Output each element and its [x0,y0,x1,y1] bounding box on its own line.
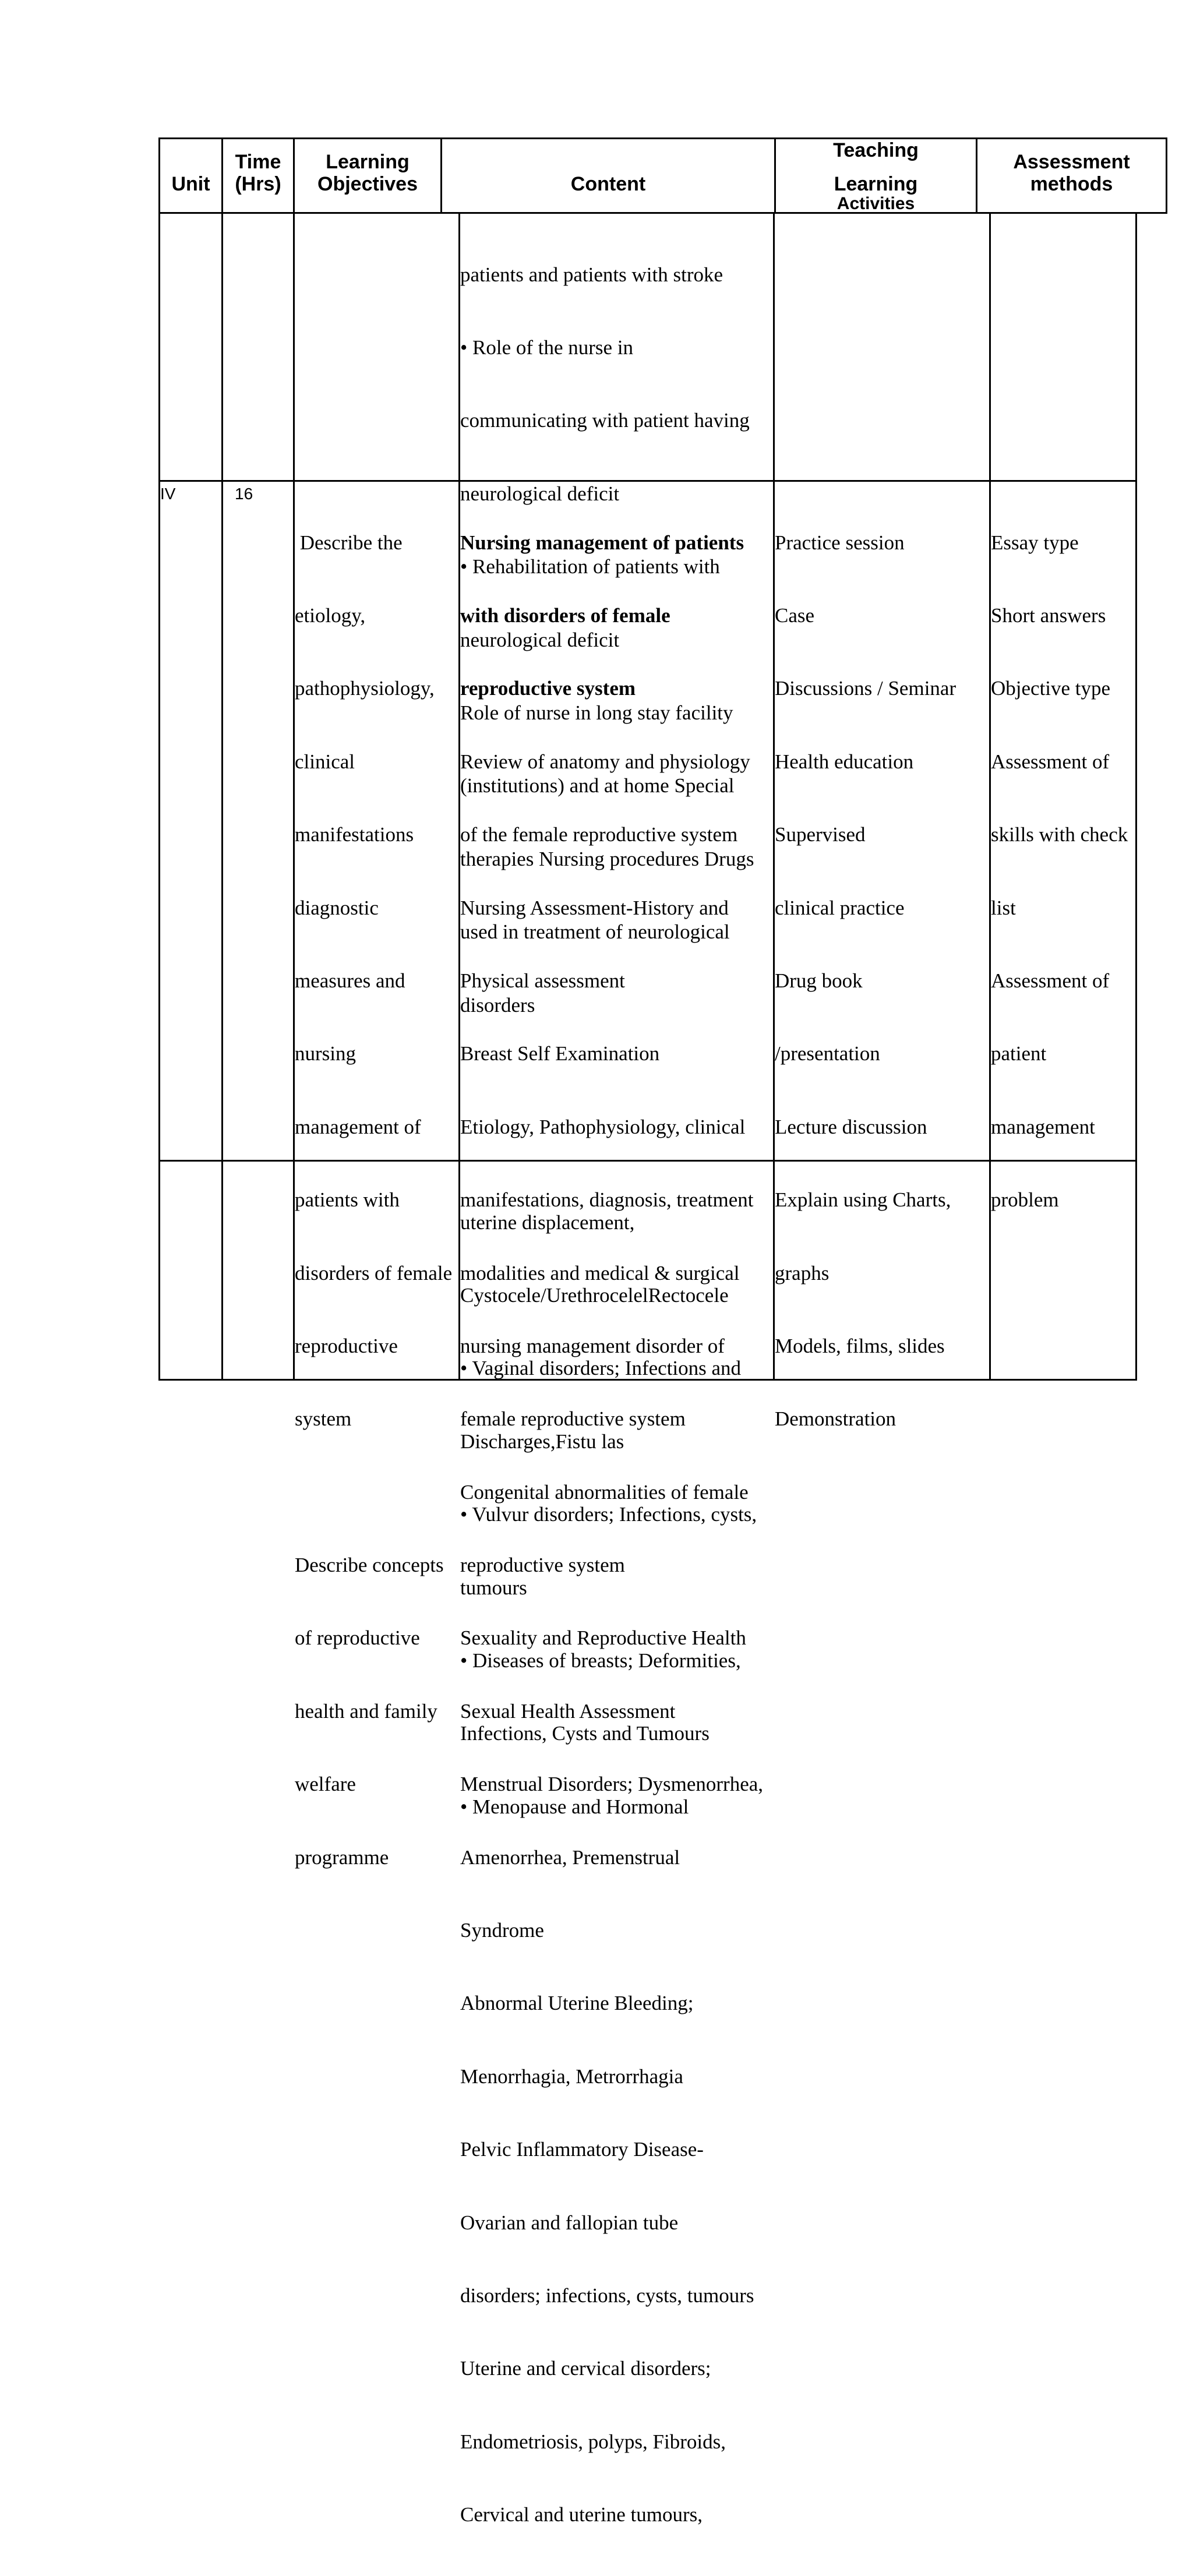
content-line: • Rehabilitation of patients with [460,555,720,578]
cell-unit [160,482,223,1160]
teaching-line: Supervised [775,823,866,846]
content-line: Abnormal Uterine Bleeding; [460,1992,694,2015]
content-line: Congenital abnormalities of female [460,1480,749,1504]
assessment-line: Short answers [991,604,1106,627]
content-line: • Vaginal disorders; Infections and [460,1357,742,1380]
cell-teaching [775,482,991,1431]
cell-unit [160,1162,223,1379]
teaching-line: Explain using Charts, [775,1188,951,1212]
header-teaching [776,139,977,212]
header-time [223,139,295,212]
objective-line: measures and [295,969,405,992]
content-text [460,1162,757,1868]
content-line: patients and patients with stroke [460,263,723,286]
teaching-line: Health education [775,750,914,773]
objective-line: diagnostic [295,896,379,919]
cell-time [223,482,295,1160]
objective-line: Describe concepts [295,1554,444,1577]
content-line: reproductive system [460,1554,625,1577]
content-heading-line: with disorders of female [460,604,670,627]
content-line: Menorrhagia, Metrorrhagia [460,2065,683,2088]
header-unit [160,139,223,212]
content-line: • Role of the nurse in [460,336,634,359]
header-teaching-line3: Activities [836,194,915,213]
content-line: • Vulvur disorders; Infections, cysts, [460,1503,757,1526]
cell-unit [160,214,223,480]
objective-line: patients with [295,1188,400,1212]
teaching-line: Drug book [775,969,863,992]
time-value: 16 [235,485,253,503]
content-line: Breast Self Examination [460,1042,660,1065]
teaching-line: /presentation [775,1042,880,1065]
content-line: Review of anatomy and physiology [460,750,750,773]
content-line: female reproductive system [460,1407,686,1431]
objective-line: system [295,1407,352,1431]
content-line: uterine displacement, [460,1211,635,1234]
header-objectives [295,139,442,212]
assessment-line: Assessment of [991,969,1110,992]
content-line: neurological deficit [460,482,620,505]
content-line: disorders; infections, cysts, tumours [460,2284,754,2307]
cell-time [223,214,295,480]
cell-time [223,1162,295,1379]
objective-line: welfare [295,1773,356,1796]
cell-assessment [991,214,1135,480]
content-heading-line: reproductive system [460,677,636,700]
content-line: Endometriosis, polyps, Fibroids, [460,2430,726,2453]
assessment-line: management [991,1115,1095,1138]
assessment-line: skills with check [991,823,1128,846]
objective-line: programme [295,1845,389,1869]
teaching-line: graphs [775,1261,830,1285]
cell-teaching [775,1162,991,1379]
content-line: Syndrome [460,1919,544,1942]
content-line: neurological deficit [460,628,620,651]
content-line: Menstrual Disorders; Dysmenorrhea, [460,1773,764,1796]
content-line: Uterine and cervical disorders; [460,2357,711,2380]
objective-line: nursing [295,1042,356,1065]
unit-value: IV [160,485,176,503]
content-line: Infections, Cysts and Tumours [460,1722,710,1745]
header-time-line2: (Hrs) [235,173,281,195]
content-line: Discharges,Fistu las [460,1430,624,1453]
content-line: disorders [460,993,535,1017]
cell-objectives [295,482,460,1869]
objective-line: Describe the [295,531,403,554]
cell-assessment [991,482,1135,1212]
table-header [158,137,1167,214]
content-line: Sexual Health Assessment [460,1699,676,1723]
header-objectives-line1: Learning [326,151,410,173]
content-line: Role of nurse in long stay facility [460,701,733,724]
content-line: Ovarian and fallopian tube [460,2211,679,2234]
objective-line: reproductive [295,1334,398,1357]
teaching-line: Case [775,604,815,627]
teaching-line: Practice session [775,531,905,554]
content-line: used in treatment of neurological [460,920,730,944]
content-line: communicating with patient having [460,409,750,432]
header-time-line1: Time [235,151,281,173]
teaching-line: Lecture discussion [775,1115,927,1138]
content-line: Pelvic Inflammatory Disease- [460,2138,704,2161]
content-line: • Diseases of breasts; Deformities, [460,1649,741,1672]
objective-line: pathophysiology, [295,677,435,700]
assessment-line: list [991,896,1016,919]
objective-line: management of [295,1115,421,1138]
content-line: modalities and medical & surgical [460,1261,740,1285]
objective-line-blank [295,1480,452,1505]
assessment-line: problem [991,1188,1059,1212]
header-teaching-line1: Teaching [833,139,919,161]
content-line: nursing management disorder of [460,1334,725,1357]
header-assessment-line2: methods [1030,173,1113,195]
objective-line: health and family [295,1699,437,1723]
content-line: Etiology, Pathophysiology, clinical [460,1115,746,1138]
content-line: therapies Nursing procedures Drugs [460,847,754,870]
objective-line: clinical [295,750,355,773]
assessment-line: Assessment of [991,750,1110,773]
content-line: Nursing Assessment-History and [460,896,729,919]
cell-teaching [775,214,991,480]
content-line: Cervical and uterine tumours, [460,2503,703,2526]
cell-objectives [295,1162,460,1379]
header-content-label: Content [570,173,646,195]
content-line: Physical assessment [460,969,625,992]
objective-line: disorders of female [295,1261,453,1285]
teaching-line: Demonstration [775,1407,896,1431]
header-objectives-line2: Objectives [317,173,418,195]
assessment-text [991,482,1128,1261]
cell-objectives [295,214,460,480]
header-teaching-line2: Learning [834,173,918,195]
objective-line: etiology, [295,604,366,627]
content-line: tumours [460,1576,527,1599]
content-line: • Menopause and Hormonal [460,1795,689,1818]
assessment-line: Objective type [991,677,1111,700]
content-line: (institutions) and at home Special [460,774,735,797]
teaching-line: Discussions / Seminar [775,677,956,700]
assessment-line: Essay type [991,531,1079,554]
objective-line: of reproductive [295,1626,420,1650]
content-line: manifestations, diagnosis, treatment [460,1188,754,1212]
teaching-line: Models, films, slides [775,1334,945,1357]
content-heading-line: Nursing management of patients [460,531,744,554]
content-line: Amenorrhea, Premenstrual [460,1845,680,1869]
assessment-line: patient [991,1042,1047,1065]
objective-line: manifestations [295,823,414,846]
content-line: Cystocele/UrethrocelelRectocele [460,1283,729,1307]
header-unit-label: Unit [171,173,210,195]
cell-assessment [991,1162,1135,1379]
header-assessment-line1: Assessment [1013,151,1130,173]
header-content [442,139,776,212]
content-line: Sexuality and Reproductive Health [460,1626,746,1650]
header-assessment [977,139,1166,212]
content-line: of the female reproductive system [460,823,738,846]
teaching-line: clinical practice [775,896,905,919]
